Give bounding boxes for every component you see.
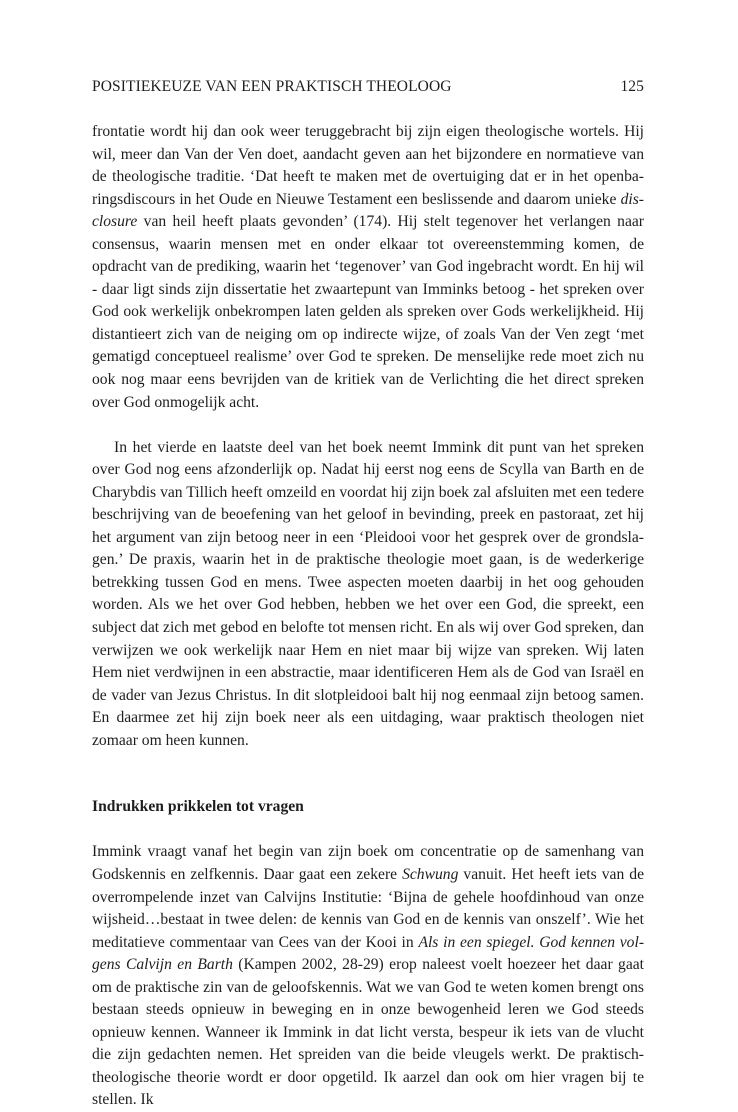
section-heading: Indrukken prikkelen tot vragen — [92, 798, 304, 816]
paragraph-1-part-a: frontatie wordt hij dan ook weer teruggebracht bij zijn eigen theologische wortels. Hij wil, meer dan Van der Ven doet, aandacht geven aan het bijzondere en normatieve van de theologische traditie. ‘Dat heeft te maken met de overtuiging dat er in het openbaringsdiscours in het Oude en Nieuwe Testament een beslissende and daarom unieke — [92, 123, 644, 208]
running-title: POSITIEKEUZE VAN EEN PRAKTISCH THEOLOOG — [92, 78, 452, 95]
paragraph-1-part-c: van heil heeft plaats gevonden’ (174). Hij stelt tegenover het verlangen naar consensus, waarin mensen met en onder elkaar tot overeenstemming komen, de opdracht van de prediking, waarin het ‘tegenover’ van God ingebracht wordt. En hij wil - daar ligt sinds zijn dissertatie het zwaartepunt van Imminks betoog - het spreken over God ook werkelijk onbekrompen laten gelden als spreken over Gods werkelijkheid. Hij distantieert zich van de neiging om op indirecte wijze, of zoals Van der Ven zegt ‘met gematigd conceptueel realisme’ over God te spreken. De menselijke rede moet zich nu ook nog maar eens bevrijden van de kritiek van de Verlichting die het direct spreken over God onmogelijk acht. — [92, 213, 644, 411]
paragraph-1-italic-term: disclosure — [92, 190, 644, 231]
paragraph-3-part-c: vanuit. Het heeft iets van de overrompelende inzet van Calvijns Institutie: ‘Bijna de gehele hoofdinhoud van onze wijsheid…bestaat in twee delen: de kennis van God en de kennis van onszelf’. Wie het meditatieve commentaar van Cees van der Kooi in — [92, 865, 644, 951]
paragraph-2: In het vierde en laatste deel van het boek neemt Immink dit punt van het spreken over God nog eens afzonderlijk op. Nadat hij eerst nog eens de Scylla van Barth en de Charybdis van Tillich heeft omzeild en voordat hij zijn boek zal afsluiten met een tedere beschrijving van de beoefening van het geloof in bevinding, preek en pastoraat, zet hij het argument van zijn betoog neer in een ‘Pleidooi voor het gesprek over de grondslagen.’ De praxis, waarin het in de praktische theologie moet gaan, is de wederkerige betrekking tussen God en mens. Twee aspecten moeten daarbij in het oog gehouden worden. Als we het over God hebben, hebben we het over een God, die spreekt, een subject dat zich met gebod en belofte tot mensen richt. En als wij over God spreken, dan verwijzen we ook werkelijk naar Hem en niet maar bij wijze van spreken. Wij laten Hem niet verdwijnen in een abstractie, maar identificeren Hem als de God van Israël en de vader van Jezus Christus. In dit slotpleidooi balt hij nog eenmaal zijn betoog samen. En daarmee zet hij zijn boek neer als een uitdaging, waar praktisch theologen niet zomaar om heen kunnen. — [92, 438, 644, 749]
paragraph-3 — [92, 841, 644, 1112]
paragraph-3-italic-title: Als in een spiegel. God kennen volgens Calvijn en Barth — [92, 933, 645, 974]
paragraph-3-part-e: (Kampen 2002, 28-29) erop naleest voelt hoezeer het daar gaat om de praktische zin van de geloofskennis. Wat we van God te weten komen brengt ons bestaan steeds opnieuw in beweging en in onze bewogenheid leren we God steeds opnieuw kennen. Wanneer ik Immink in dat licht versta, bespeur ik iets van de vlucht die zijn gedachten nemen. Het spreiden van die beide vleugels werkt. De praktisch-theologische theorie wordt er door opgetild. Ik aarzel dan ook om hier vragen bij te stellen. Ik — [92, 956, 644, 1109]
page-number: 125 — [620, 78, 644, 95]
paragraph-3-italic-term: Schwung — [402, 865, 459, 883]
running-head — [92, 78, 644, 96]
paragraph-1 — [92, 121, 644, 414]
paragraph-3-part-a: Immink vraagt vanaf het begin van zijn boek om concentratie op de samenhang van Godskennis en zelfkennis. Daar gaat een zekere — [92, 843, 644, 883]
body-text — [92, 121, 644, 1112]
